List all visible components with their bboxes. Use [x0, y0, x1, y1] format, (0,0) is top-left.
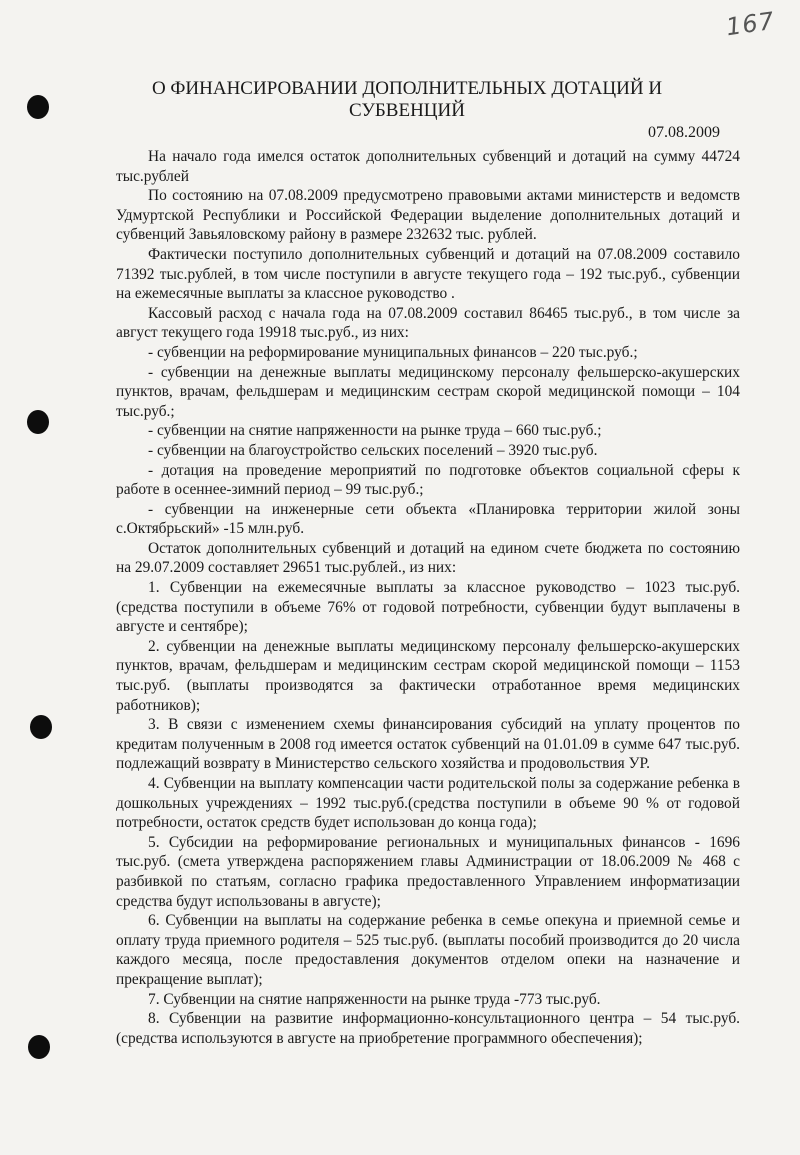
- list-item: - субвенции на денежные выплаты медицинскому персоналу фельшерско-акушерских пунктов, врачам, фельдшерам и медицинским сестрам скорой медицинской помощи – 104 тыс.руб.;: [116, 363, 740, 420]
- list-item: - субвенции на инженерные сети объекта «Планировка территории жилой зоны с.Октябрьский» -15 млн.руб.: [116, 500, 740, 538]
- paragraph: Кассовый расход с начала года на 07.08.2009 составил 86465 тыс.руб., в том числе за август текущего года 19918 тыс.руб., из них:: [116, 304, 740, 342]
- numbered-item: 3. В связи с изменением схемы финансирования субсидий на уплату процентов по кредитам полученным в 2008 год имеется остаток субвенций на 01.01.09 в сумме 647 тыс.руб. подлежащий возврату в Министерство сельского хозяйства и продовольствия УР.: [116, 716, 740, 773]
- paragraph: На начало года имелся остаток дополнительных субвенций и дотаций на сумму 44724 тыс.рублей: [116, 148, 740, 185]
- numbered-item: 7. Субвенции на снятие напряженности на рынке труда -773 тыс.руб.: [148, 990, 601, 1008]
- numbered-item: 2. субвенции на денежные выплаты медицинскому персоналу фельшерско-акушерских пунктов, врачам, фельдшерам и медицинским сестрам скорой медицинской помощи – 1153 тыс.руб. (выплаты производятся за фактически отработанное время медицинских работников);: [116, 637, 740, 714]
- paragraph: По состоянию на 07.08.2009 предусмотрено правовыми актами министерств и ведомств Удмуртской Республики и Российской Федерации выделение дополнительных дотаций и субвенций Завьяловскому району в размере 232632 тыс. рублей.: [116, 187, 740, 244]
- list-item: - субвенции на снятие напряженности на рынке труда – 660 тыс.руб.;: [148, 422, 602, 440]
- punch-hole: [30, 715, 52, 739]
- handwritten-page-number: 167: [724, 6, 777, 42]
- document-title: О ФИНАНСИРОВАНИИ ДОПОЛНИТЕЛЬНЫХ ДОТАЦИЙ И СУБВЕНЦИЙ: [151, 78, 663, 121]
- document-body: [116, 147, 740, 1048]
- numbered-item: 5. Субсидии на реформирование региональных и муниципальных финансов - 1696 тыс.руб. (смета утверждена распоряжением главы Администрации от 18.06.2009 № 468 с разбивкой по статьям, согласно графика предоставленного Управлением информатизации средства будут использованы в августе);: [116, 833, 740, 910]
- document-date: 07.08.2009: [648, 124, 720, 141]
- paragraph: Фактически поступило дополнительных субвенций и дотаций на 07.08.2009 составило 71392 тыс.рублей, в том числе поступили в августе текущего года – 192 тыс.руб., субвенции на ежемесячные выплаты за классное руководство .: [116, 245, 740, 303]
- punch-hole: [28, 1035, 50, 1059]
- punch-hole: [27, 95, 49, 119]
- list-item: - дотация на проведение мероприятий по подготовке объектов социальной сферы к работе в осеннее-зимний период – 99 тыс.руб.;: [116, 461, 740, 499]
- numbered-item: 8. Субвенции на развитие информационно-консультационного центра – 54 тыс.руб.(средства используются в августе на приобретение программного обеспечения);: [116, 1010, 740, 1047]
- numbered-item: 6. Субвенции на выплаты на содержание ребенка в семье опекуна и приемной семье и оплату труда приемного родителя – 525 тыс.руб. (выплаты пособий производится до 20 числа каждого месяца, после предоставления документов отделом опеки на назначение и прекращение выплат);: [116, 912, 740, 988]
- numbered-item: 4. Субвенции на выплату компенсации части родительской полы за содержание ребенка в дошкольных учреждениях – 1992 тыс.руб.(средства поступили в объеме 90 % от годовой потребности, остаток средств будет использован до конца года);: [116, 775, 740, 832]
- paragraph: Остаток дополнительных субвенций и дотаций на едином счете бюджета по состоянию на 29.07.2009 составляет 29651 тыс.рублей., из них:: [116, 539, 740, 577]
- list-item: - субвенции на благоустройство сельских поселений – 3920 тыс.руб.: [148, 441, 598, 459]
- punch-hole: [27, 410, 49, 434]
- list-item: - субвенции на реформирование муниципальных финансов – 220 тыс.руб.;: [148, 343, 638, 361]
- numbered-item: 1. Субвенции на ежемесячные выплаты за классное руководство – 1023 тыс.руб. (средства поступили в объеме 76% от годовой потребности, субвенции будут выплачены в августе и сентябре);: [116, 579, 740, 636]
